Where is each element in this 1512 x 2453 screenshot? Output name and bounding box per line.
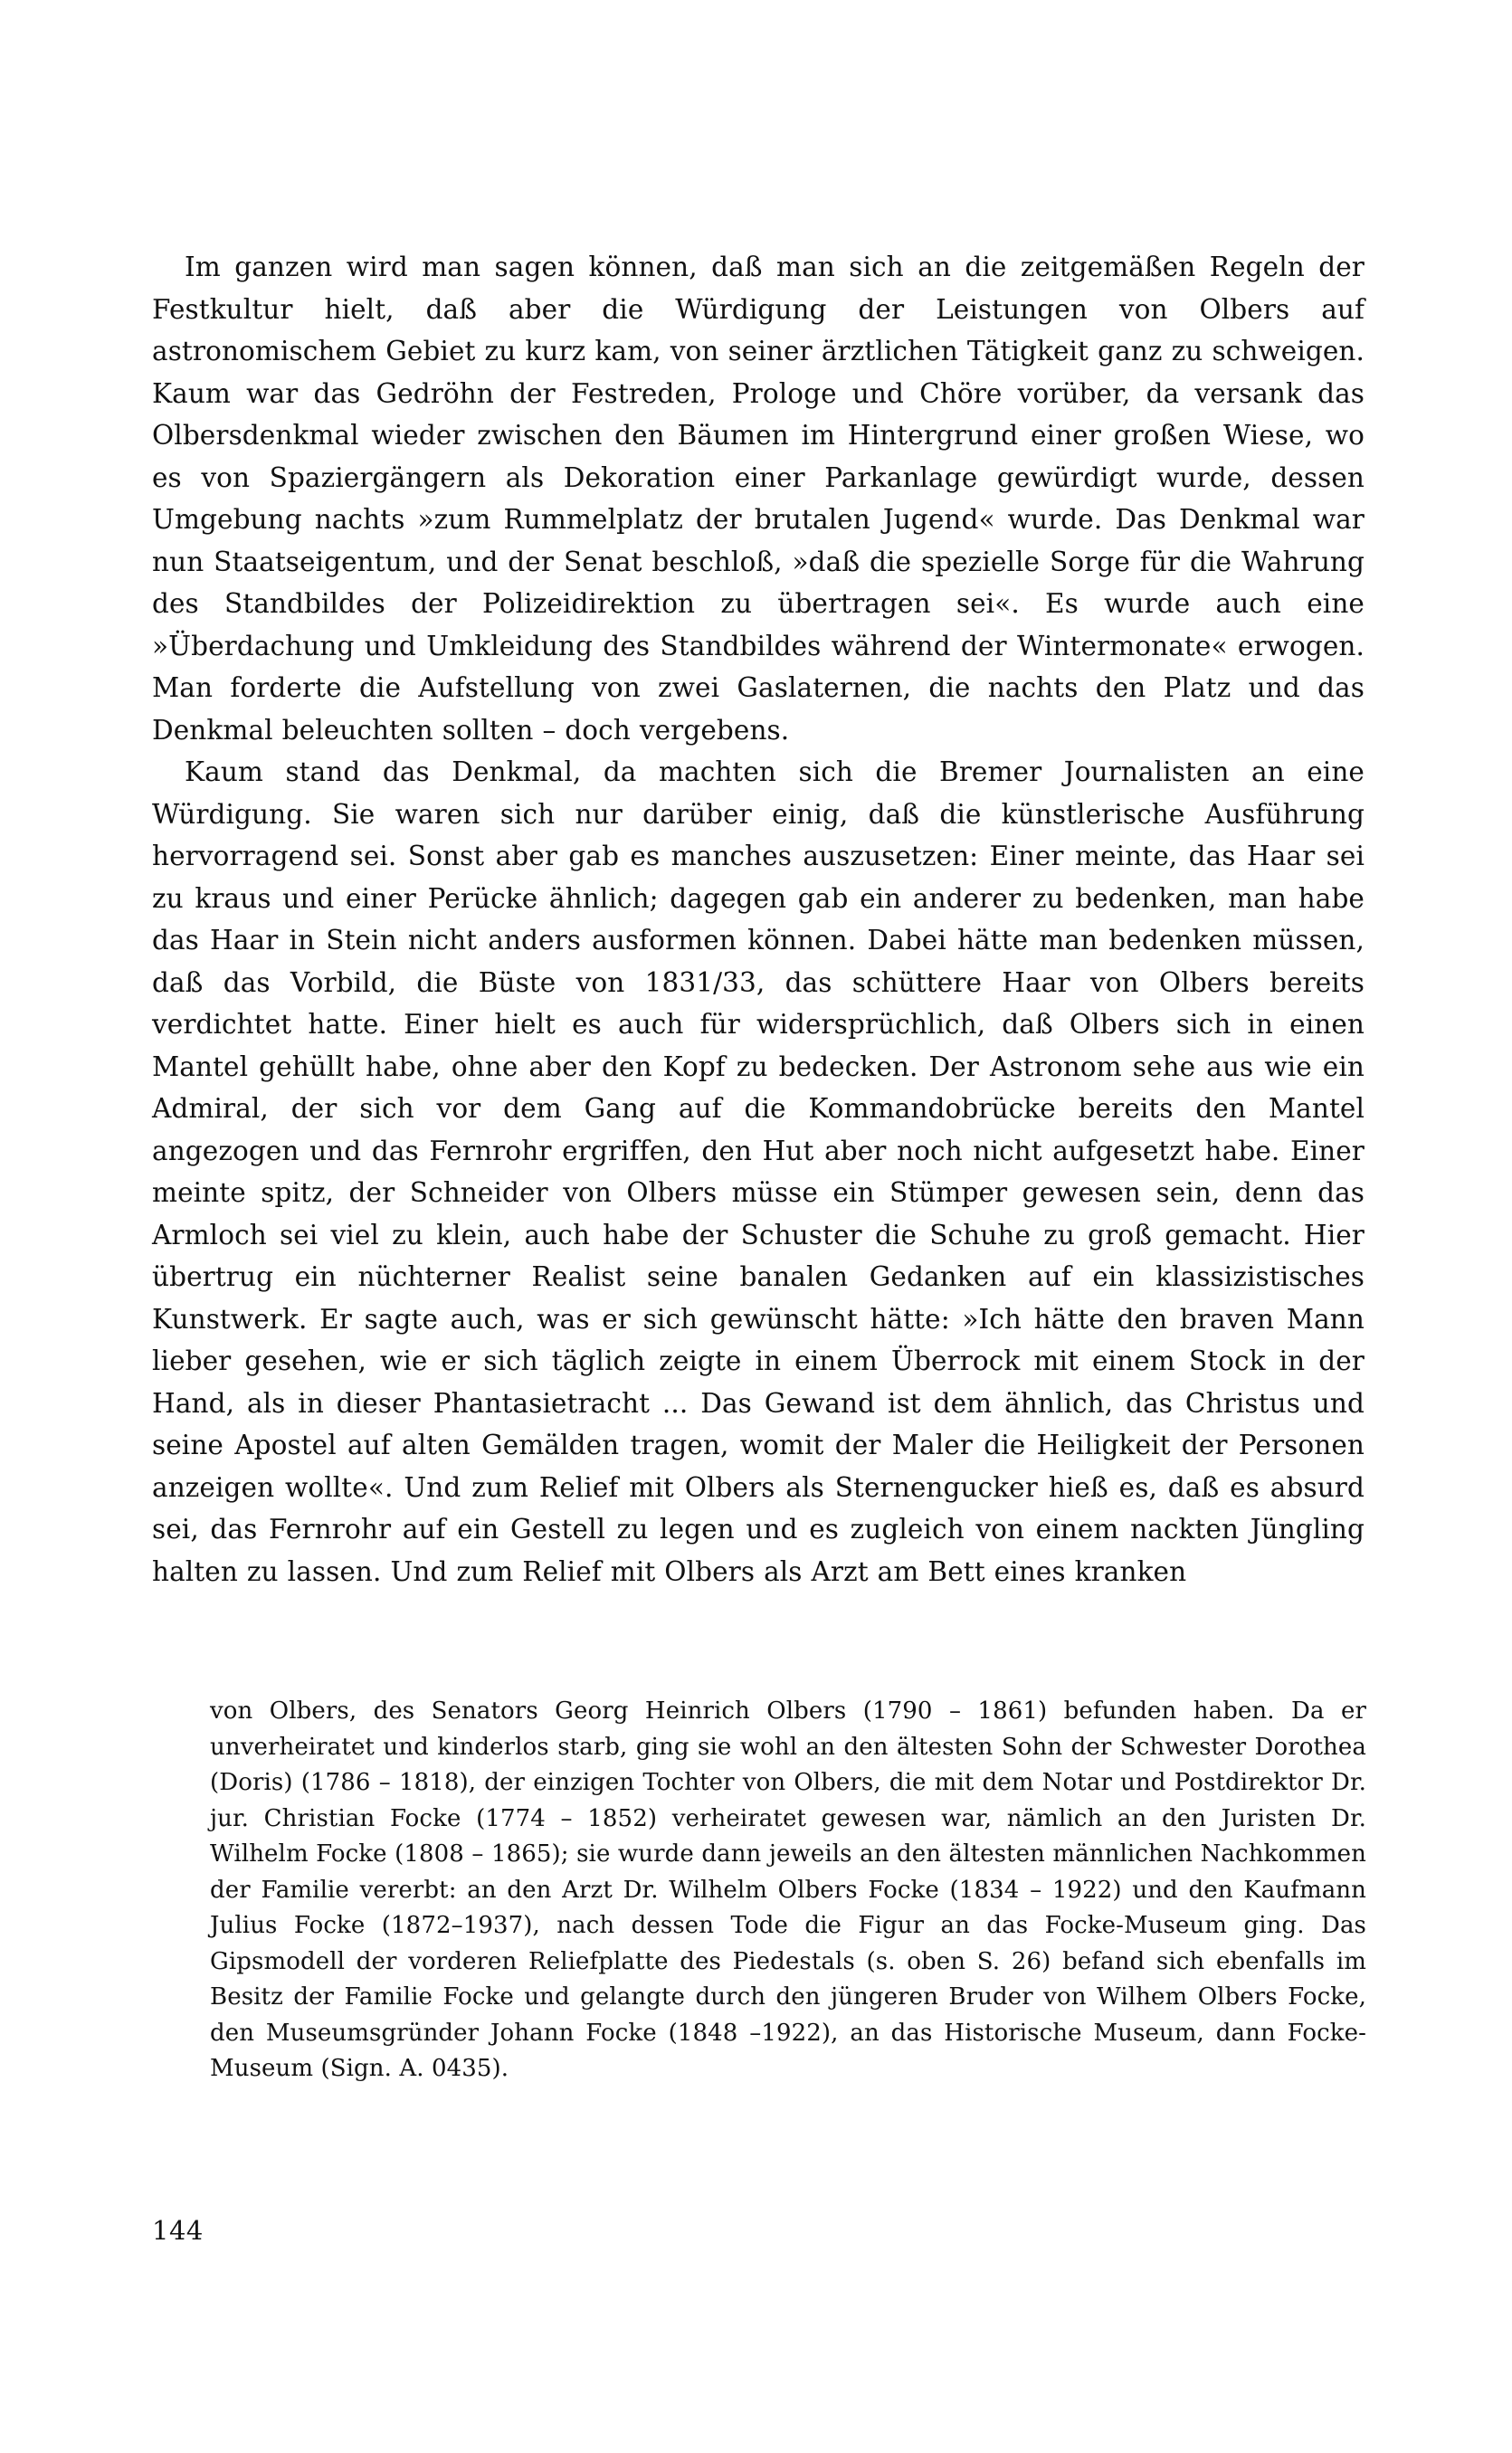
- page-number: 144: [152, 2215, 204, 2246]
- footnote-block: [210, 1694, 1366, 2087]
- footnote-text: von Olbers, des Senators Georg Heinrich Olbers (1790 – 1861) befunden haben. Da er unverheiratet und kinderlos starb, ging sie wohl an den ältesten Sohn der Schwester Dorothea (Doris) (1786 – 1818), der einzigen Tochter von Olbers, die mit dem Notar und Postdirektor Dr. jur. Christian Focke (1774 – 1852) verheiratet gewesen war, nämlich an den Juristen Dr. Wilhelm Focke (1808 – 1865); sie wurde dann jeweils an den ältesten männlichen Nachkommen der Familie vererbt: an den Arzt Dr. Wilhelm Olbers Focke (1834 – 1922) und den Kaufmann Julius Focke (1872–1937), nach dessen Tode die Figur an das Focke-Museum ging. Das Gipsmodell der vorderen Reliefplatte des Piedestals (s. oben S. 26) befand sich ebenfalls im Besitz der Familie Focke und gelangte durch den jüngeren Bruder von Wilhem Olbers Focke, den Museumsgründer Johann Focke (1848 –1922), an das Historische Museum, dann Focke-Museum (Sign. A. 0435).: [210, 1697, 1366, 2082]
- paragraph-2: Kaum stand das Denkmal, da machten sich die Bremer Journalisten an eine Würdigung. Sie waren sich nur darüber einig, daß die künstlerische Ausführung hervorragend sei. Sonst aber gab es manches auszusetzen: Einer meinte, das Haar sei zu kraus und einer Perücke ähnlich; dagegen gab ein anderer zu bedenken, man habe das Haar in Stein nicht anders ausformen können. Dabei hätte man bedenken müssen, daß das Vorbild, die Büste von 1831/33, das schüttere Haar von Olbers bereits verdichtet hatte. Einer hielt es auch für widersprüchlich, daß Olbers sich in einen Mantel gehüllt habe, ohne aber den Kopf zu bedecken. Der Astronom sehe aus wie ein Admiral, der sich vor dem Gang auf die Kommandobrücke bereits den Mantel angezogen und das Fernrohr ergriffen, den Hut aber noch nicht aufgesetzt habe. Einer meinte spitz, der Schneider von Olbers müsse ein Stümper gewesen sein, denn das Armloch sei viel zu klein, auch habe der Schuster die Schuhe zu groß gemacht. Hier übertrug ein nüchterner Realist seine banalen Gedanken auf ein klassizistisches Kunstwerk. Er sagte auch, was er sich gewünscht hätte: »Ich hätte den braven Mann lieber gesehen, wie er sich täglich zeigte in einem Überrock mit einem Stock in der Hand, als in dieser Phantasietracht ... Das Gewand ist dem ähnlich, das Christus und seine Apostel auf alten Gemälden tragen, womit der Maler die Heiligkeit der Personen anzeigen wollte«. Und zum Relief mit Olbers als Sternengucker hieß es, daß es absurd sei, das Fernrohr auf ein Gestell zu legen und es zugleich von einem nackten Jüngling halten zu lassen. Und zum Relief mit Olbers als Arzt am Bett eines kranken: [152, 756, 1365, 1587]
- main-text-block: [152, 246, 1365, 1593]
- paragraph-1: Im ganzen wird man sagen können, daß man sich an die zeitgemäßen Regeln der Festkultur hielt, daß aber die Würdigung der Leistungen von Olbers auf astronomischem Gebiet zu kurz kam, von seiner ärztlichen Tätigkeit ganz zu schweigen. Kaum war das Gedröhn der Festreden, Prologe und Chöre vorüber, da versank das Olbersdenkmal wieder zwischen den Bäumen im Hintergrund einer großen Wiese, wo es von Spaziergängern als Dekoration einer Parkanlage gewürdigt wurde, dessen Umgebung nachts »zum Rummelplatz der brutalen Jugend« wurde. Das Denkmal war nun Staatseigentum, und der Senat beschloß, »daß die spezielle Sorge für die Wahrung des Standbildes der Polizeidirektion zu übertragen sei«. Es wurde auch eine »Überdachung und Umkleidung des Standbildes während der Wintermonate« erwogen. Man forderte die Aufstellung von zwei Gaslaternen, die nachts den Platz und das Denkmal beleuchten sollten – doch vergebens.: [152, 252, 1365, 746]
